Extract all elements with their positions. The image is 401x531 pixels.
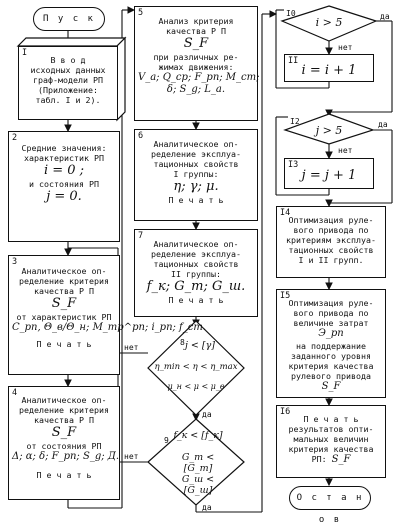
start-terminal: П у с к	[33, 7, 105, 31]
decision-9-cond1: f_к < [f_к]	[173, 430, 223, 441]
block-6-group1-properties: 6 Аналитическое оп- ределение эксплуа- тационных свойств I группы: η; γ; μ. П е ч а т ь	[134, 129, 258, 221]
block-13-increment-j: I3 j = j + 1	[284, 158, 374, 189]
block-2-initial-values: 2 Средние значения: характеристик РП i = 0 ; и состояния РП j = 0.	[8, 131, 120, 242]
decision-12-number: I2	[290, 117, 300, 126]
block-11-increment-i: II i = i + 1	[284, 54, 374, 82]
stop-terminal: О с т а н о в	[289, 486, 371, 510]
decision-8-cond3: μ_н < μ < μ_в	[167, 382, 225, 391]
block-14-optimization-properties: I4 Оптимизация руле- вого привода по критериям эксплуа- тационных свойств I и II групп.	[276, 206, 386, 278]
block-5-criterion-analysis: 5 Анализ критерия качества Р П S_F при различных ре- жимах движения: V_a; Q_ср; F_рп; M_ст; δ; S_g; L_a.	[134, 6, 258, 121]
decision-12-cond: j > 5	[315, 124, 343, 137]
block-1-input: I В в о д исходных данных граф-модели РП (Приложение: табл. I и 2).	[18, 46, 118, 120]
decision-8-number: 8	[180, 338, 185, 347]
d8-no-label: нет	[124, 343, 139, 352]
d10-no-label: нет	[338, 43, 353, 52]
block-15-optimization-costs: I5 Оптимизация руле- вого привода по величине затрат Э_рп на поддержание заданного уровня критерия качества рулевого привода S_F	[276, 289, 386, 398]
d12-no-label: нет	[338, 146, 353, 155]
decision-10-number: I0	[286, 9, 296, 18]
block-3-criterion-characteristics: 3 Аналитическое оп- ределение критерия качества Р П S_F от характеристик РП C_рп, Θ_в/Θ_н; M_тр^рп; i_рп; f_ст. П е ч а т ь	[8, 255, 120, 375]
block-7-group2-properties: 7 Аналитическое оп- ределение эксплуа- тационных свойств II группы: f_к; G_т; G_ш. П е ч а т ь	[134, 229, 258, 317]
d9-no-label: нет	[124, 452, 139, 461]
block-4-criterion-state: 4 Аналитическое оп- ределение критерия качества Р П S_F от состояния РП Δ; α; δ; F_рп; S_g; Д. П е ч а т ь	[8, 386, 120, 500]
decision-8-cond1: j < [γ]	[184, 340, 216, 351]
decision-10-cond: i > 5	[315, 16, 343, 29]
d12-yes-label: да	[378, 120, 388, 129]
block-16-print-results: I6 П е ч а т ь результатов опти- мальных величин критерия качества РП: S_F	[276, 405, 386, 478]
decision-9-number: 9	[164, 436, 169, 445]
decision-9-cond2: G_т < [G_т]	[181, 452, 215, 474]
d9-yes-label: да	[202, 503, 212, 512]
decision-8-cond2: η_min < η < η_max	[154, 362, 238, 372]
d10-yes-label: да	[380, 12, 390, 21]
decision-9-cond3: G_ш < [G_ш]	[181, 474, 215, 496]
d8-yes-label: да	[202, 410, 212, 419]
